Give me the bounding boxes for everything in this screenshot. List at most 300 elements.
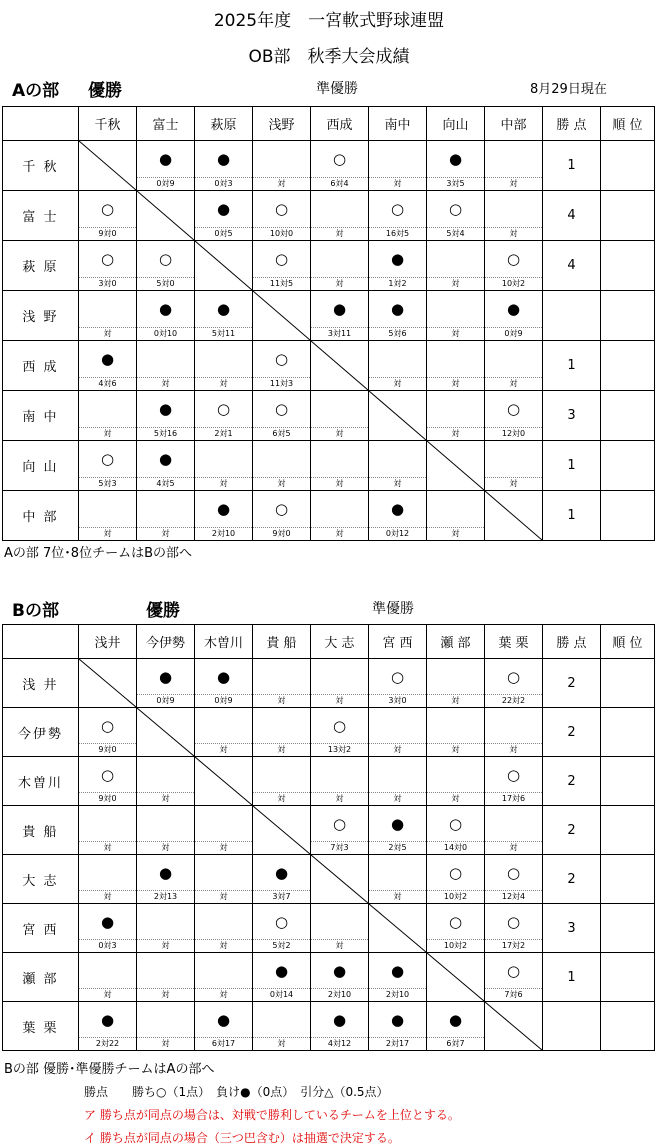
win-mark: ○ — [216, 400, 231, 418]
score-text: 対 — [369, 792, 426, 804]
win-mark: ○ — [506, 864, 521, 882]
match-cell — [137, 341, 195, 391]
match-cell — [253, 391, 311, 441]
win-mark: ○ — [274, 200, 289, 218]
column-header-1: 富士 — [137, 107, 195, 141]
match-cell — [427, 341, 485, 391]
diagonal-line — [311, 341, 368, 390]
match-cell — [427, 806, 485, 855]
match-cell — [137, 659, 195, 708]
win-mark: ○ — [274, 350, 289, 368]
match-cell — [427, 659, 485, 708]
match-cell — [79, 757, 137, 806]
self-match-cell — [485, 491, 543, 541]
match-cell — [253, 953, 311, 1002]
match-cell — [311, 659, 369, 708]
match-cell — [485, 441, 543, 491]
self-match-cell — [195, 241, 253, 291]
rank-cell — [601, 341, 655, 391]
row-team-name: 西 成 — [3, 341, 79, 391]
score-text: 5対3 — [79, 477, 136, 489]
points-cell — [543, 291, 601, 341]
score-text: 対 — [311, 277, 368, 289]
match-cell — [195, 953, 253, 1002]
self-match-cell — [311, 341, 369, 391]
rank-cell — [601, 391, 655, 441]
match-cell — [195, 341, 253, 391]
match-cell — [427, 904, 485, 953]
score-text: 2対5 — [369, 841, 426, 853]
win-mark: ○ — [506, 400, 521, 418]
match-cell — [195, 191, 253, 241]
match-cell — [485, 391, 543, 441]
win-mark: ○ — [448, 815, 463, 833]
score-text: 対 — [137, 988, 194, 1000]
match-cell — [369, 491, 427, 541]
table-row — [3, 659, 655, 708]
rank-cell — [601, 1002, 655, 1051]
match-cell — [369, 659, 427, 708]
match-cell — [311, 708, 369, 757]
loss-mark: ● — [390, 962, 405, 980]
score-text: 10対2 — [485, 277, 542, 289]
date-note: 8月29日現在 — [530, 82, 607, 97]
self-match-cell — [427, 953, 485, 1002]
score-text: 0対9 — [137, 694, 194, 706]
self-match-cell — [485, 1002, 543, 1051]
win-mark: ○ — [274, 250, 289, 268]
score-text: 対 — [79, 841, 136, 853]
match-cell — [311, 904, 369, 953]
match-cell — [79, 806, 137, 855]
diagonal-line — [195, 757, 252, 805]
win-mark: ○ — [100, 717, 115, 735]
score-text: 2対10 — [369, 988, 426, 1000]
loss-mark: ● — [332, 300, 347, 318]
match-cell — [311, 291, 369, 341]
match-cell — [311, 441, 369, 491]
score-text: 3対7 — [253, 890, 310, 902]
score-text: 0対14 — [253, 988, 310, 1000]
score-text: 対 — [427, 792, 484, 804]
score-text: 0対9 — [485, 327, 542, 339]
points-cell: 4 — [543, 191, 601, 241]
match-cell — [195, 806, 253, 855]
match-cell — [369, 708, 427, 757]
match-cell — [195, 855, 253, 904]
score-text: 6対7 — [427, 1037, 484, 1049]
diagonal-line — [427, 441, 484, 490]
match-cell — [137, 953, 195, 1002]
loss-mark: ● — [448, 1011, 463, 1029]
score-text: 対 — [311, 427, 368, 439]
table-row — [3, 953, 655, 1002]
league-a-name: Aの部 — [12, 81, 60, 101]
rank-cell — [601, 659, 655, 708]
score-text: 5対16 — [137, 427, 194, 439]
score-text: 9対0 — [79, 743, 136, 755]
score-text: 対 — [369, 177, 426, 189]
rank-cell — [601, 855, 655, 904]
table-row — [3, 757, 655, 806]
score-text: 17対2 — [485, 939, 542, 951]
score-text: 6対4 — [311, 177, 368, 189]
score-text: 対 — [137, 527, 194, 539]
score-text: 対 — [485, 477, 542, 489]
league-a-table — [2, 106, 655, 541]
league-a-runnerup-label: 準優勝 — [316, 81, 358, 97]
diagonal-line — [195, 241, 252, 290]
score-text: 17対6 — [485, 792, 542, 804]
score-text: 対 — [311, 939, 368, 951]
score-text: 対 — [485, 743, 542, 755]
score-text: 1対2 — [369, 277, 426, 289]
match-cell — [253, 241, 311, 291]
match-cell — [137, 904, 195, 953]
rank-cell — [601, 141, 655, 191]
table-row — [3, 291, 655, 341]
match-cell — [485, 341, 543, 391]
points-cell: 1 — [543, 441, 601, 491]
match-cell — [311, 1002, 369, 1051]
match-cell — [253, 141, 311, 191]
rank-header: 順 位 — [601, 107, 655, 141]
match-cell — [485, 241, 543, 291]
score-text: 対 — [369, 377, 426, 389]
score-text: 0対12 — [369, 527, 426, 539]
rank-cell — [601, 806, 655, 855]
score-text: 対 — [427, 743, 484, 755]
legend-points: 勝点 勝ち○（1点） 負け●（0点） 引分△（0.5点） — [84, 1085, 389, 1099]
loss-mark: ● — [216, 300, 231, 318]
match-cell — [427, 855, 485, 904]
match-cell — [137, 141, 195, 191]
win-mark: ○ — [506, 913, 521, 931]
score-text: 5対2 — [253, 939, 310, 951]
score-text: 6対17 — [195, 1037, 252, 1049]
match-cell — [427, 491, 485, 541]
table-row — [3, 391, 655, 441]
column-header-7: 中部 — [485, 107, 543, 141]
score-text: 3対0 — [79, 277, 136, 289]
match-cell — [79, 291, 137, 341]
points-cell — [543, 1002, 601, 1051]
score-text: 4対5 — [137, 477, 194, 489]
diagonal-line — [253, 291, 310, 340]
match-cell — [79, 708, 137, 757]
diagonal-line — [253, 806, 310, 854]
score-text: 2対22 — [79, 1037, 136, 1049]
match-cell — [369, 291, 427, 341]
score-text: 0対3 — [195, 177, 252, 189]
points-cell: 2 — [543, 757, 601, 806]
score-text: 3対5 — [427, 177, 484, 189]
match-cell — [369, 191, 427, 241]
win-mark: ○ — [100, 766, 115, 784]
row-team-name: 浅 井 — [3, 659, 79, 708]
loss-mark: ● — [158, 300, 173, 318]
match-cell — [485, 855, 543, 904]
self-match-cell — [369, 391, 427, 441]
row-team-name: 萩 原 — [3, 241, 79, 291]
loss-mark: ● — [100, 350, 115, 368]
score-text: 対 — [369, 477, 426, 489]
match-cell — [195, 1002, 253, 1051]
score-text: 10対2 — [427, 890, 484, 902]
table-row — [3, 904, 655, 953]
match-cell — [195, 141, 253, 191]
loss-mark: ● — [158, 668, 173, 686]
column-header-0: 浅井 — [79, 625, 137, 659]
win-mark: ○ — [332, 815, 347, 833]
score-text: 対 — [195, 743, 252, 755]
win-mark: ○ — [448, 200, 463, 218]
match-cell — [253, 659, 311, 708]
rank-cell — [601, 291, 655, 341]
match-cell — [137, 441, 195, 491]
score-text: 7対3 — [311, 841, 368, 853]
score-text: 対 — [195, 988, 252, 1000]
score-text: 対 — [137, 841, 194, 853]
column-header-5: 宮 西 — [369, 625, 427, 659]
loss-mark: ● — [332, 962, 347, 980]
rank-cell — [601, 441, 655, 491]
match-cell — [253, 191, 311, 241]
table-header-row — [3, 107, 655, 141]
match-cell — [253, 341, 311, 391]
match-cell — [79, 391, 137, 441]
table-row — [3, 241, 655, 291]
match-cell — [195, 491, 253, 541]
diagonal-line — [79, 141, 136, 190]
score-text: 5対4 — [427, 227, 484, 239]
score-text: 対 — [79, 527, 136, 539]
self-match-cell — [369, 904, 427, 953]
score-text: 対 — [485, 377, 542, 389]
loss-mark: ● — [216, 500, 231, 518]
table-row — [3, 191, 655, 241]
win-mark: ○ — [332, 717, 347, 735]
score-text: 9対0 — [253, 527, 310, 539]
match-cell — [253, 441, 311, 491]
league-b-table — [2, 624, 655, 1051]
score-text: 13対2 — [311, 743, 368, 755]
match-cell — [195, 391, 253, 441]
match-cell — [311, 391, 369, 441]
match-cell — [485, 904, 543, 953]
win-mark: ○ — [100, 250, 115, 268]
diagonal-line — [369, 391, 426, 440]
match-cell — [311, 191, 369, 241]
loss-mark: ● — [390, 815, 405, 833]
points-cell: 3 — [543, 391, 601, 441]
score-text: 対 — [369, 890, 426, 902]
score-text: 対 — [253, 694, 310, 706]
match-cell — [427, 757, 485, 806]
score-text: 5対0 — [137, 277, 194, 289]
table-row — [3, 1002, 655, 1051]
row-team-name: 浅 野 — [3, 291, 79, 341]
match-cell — [79, 341, 137, 391]
score-text: 対 — [195, 939, 252, 951]
column-header-2: 木曽川 — [195, 625, 253, 659]
points-header: 勝 点 — [543, 625, 601, 659]
match-cell — [137, 855, 195, 904]
self-match-cell — [311, 855, 369, 904]
league-a-note: Aの部 7位･8位チームはBの部へ — [4, 546, 192, 561]
diagonal-line — [79, 659, 136, 707]
match-cell — [311, 491, 369, 541]
score-text: 対 — [427, 527, 484, 539]
column-header-3: 浅野 — [253, 107, 311, 141]
match-cell — [369, 341, 427, 391]
loss-mark: ● — [158, 400, 173, 418]
match-cell — [485, 659, 543, 708]
column-header-6: 瀬 部 — [427, 625, 485, 659]
column-header-2: 萩原 — [195, 107, 253, 141]
match-cell — [253, 757, 311, 806]
match-cell — [79, 191, 137, 241]
column-header-7: 葉 栗 — [485, 625, 543, 659]
points-cell: 2 — [543, 708, 601, 757]
match-cell — [311, 953, 369, 1002]
row-team-name: 向 山 — [3, 441, 79, 491]
score-text: 対 — [79, 327, 136, 339]
match-cell — [253, 904, 311, 953]
table-row — [3, 708, 655, 757]
diagonal-line — [137, 708, 194, 756]
score-text: 対 — [195, 841, 252, 853]
table-row — [3, 491, 655, 541]
table-row — [3, 855, 655, 904]
score-text: 対 — [427, 427, 484, 439]
league-b-note: Bの部 優勝･準優勝チームはAの部へ — [4, 1062, 215, 1077]
win-mark: ○ — [274, 913, 289, 931]
self-match-cell — [137, 191, 195, 241]
match-cell — [253, 491, 311, 541]
points-cell: 1 — [543, 141, 601, 191]
row-team-name: 貴 船 — [3, 806, 79, 855]
score-text: 対 — [311, 792, 368, 804]
match-cell — [427, 708, 485, 757]
score-text: 対 — [311, 477, 368, 489]
score-text: 3対0 — [369, 694, 426, 706]
rank-cell — [601, 191, 655, 241]
match-cell — [195, 659, 253, 708]
match-cell — [369, 855, 427, 904]
win-mark: ○ — [274, 400, 289, 418]
diagonal-line — [369, 904, 426, 952]
score-text: 対 — [79, 988, 136, 1000]
score-text: 対 — [427, 377, 484, 389]
score-text: 対 — [195, 890, 252, 902]
score-text: 0対3 — [79, 939, 136, 951]
loss-mark: ● — [390, 300, 405, 318]
score-text: 対 — [79, 427, 136, 439]
score-text: 2対10 — [311, 988, 368, 1000]
match-cell — [427, 391, 485, 441]
win-mark: ○ — [506, 962, 521, 980]
score-text: 対 — [253, 477, 310, 489]
match-cell — [369, 241, 427, 291]
table-row — [3, 441, 655, 491]
score-text: 9対0 — [79, 227, 136, 239]
match-cell — [253, 708, 311, 757]
rank-cell — [601, 904, 655, 953]
score-text: 対 — [137, 939, 194, 951]
score-text: 10対0 — [253, 227, 310, 239]
points-cell: 1 — [543, 491, 601, 541]
score-text: 対 — [253, 743, 310, 755]
score-text: 0対10 — [137, 327, 194, 339]
table-row — [3, 141, 655, 191]
match-cell — [253, 1002, 311, 1051]
win-mark: ○ — [506, 250, 521, 268]
match-cell — [427, 141, 485, 191]
score-text: 対 — [311, 527, 368, 539]
rank-cell — [601, 953, 655, 1002]
score-text: 2対10 — [195, 527, 252, 539]
row-team-name: 宮 西 — [3, 904, 79, 953]
table-header-row — [3, 625, 655, 659]
score-text: 2対13 — [137, 890, 194, 902]
score-text: 0対9 — [195, 694, 252, 706]
score-text: 対 — [137, 792, 194, 804]
loss-mark: ● — [390, 250, 405, 268]
column-header-4: 大 志 — [311, 625, 369, 659]
score-text: 対 — [427, 277, 484, 289]
row-team-name: 南 中 — [3, 391, 79, 441]
match-cell — [485, 757, 543, 806]
loss-mark: ● — [158, 450, 173, 468]
row-team-name: 富 士 — [3, 191, 79, 241]
diagonal-line — [485, 1002, 542, 1050]
score-text: 4対6 — [79, 377, 136, 389]
points-header: 勝 点 — [543, 107, 601, 141]
legend-rule-b: イ 勝ち点が同点の場合（三つ巴含む）は抽選で決定する。 — [84, 1131, 400, 1145]
diagonal-line — [427, 953, 484, 1001]
score-text: 対 — [195, 377, 252, 389]
match-cell — [369, 806, 427, 855]
score-text: 0対9 — [137, 177, 194, 189]
score-text: 対 — [485, 177, 542, 189]
win-mark: ○ — [158, 250, 173, 268]
loss-mark: ● — [390, 500, 405, 518]
match-cell — [311, 806, 369, 855]
score-text: 12対0 — [485, 427, 542, 439]
diagonal-line — [137, 191, 194, 240]
points-cell: 1 — [543, 341, 601, 391]
match-cell — [311, 241, 369, 291]
score-text: 22対2 — [485, 694, 542, 706]
loss-mark: ● — [216, 668, 231, 686]
self-match-cell — [79, 141, 137, 191]
match-cell — [137, 757, 195, 806]
match-cell — [311, 141, 369, 191]
match-cell — [369, 441, 427, 491]
score-text: 対 — [253, 792, 310, 804]
win-mark: ○ — [100, 200, 115, 218]
self-match-cell — [253, 291, 311, 341]
column-header-6: 向山 — [427, 107, 485, 141]
match-cell — [369, 141, 427, 191]
score-text: 4対12 — [311, 1037, 368, 1049]
row-team-name: 木曽川 — [3, 757, 79, 806]
match-cell — [369, 757, 427, 806]
match-cell — [195, 904, 253, 953]
score-text: 10対2 — [427, 939, 484, 951]
match-cell — [427, 1002, 485, 1051]
